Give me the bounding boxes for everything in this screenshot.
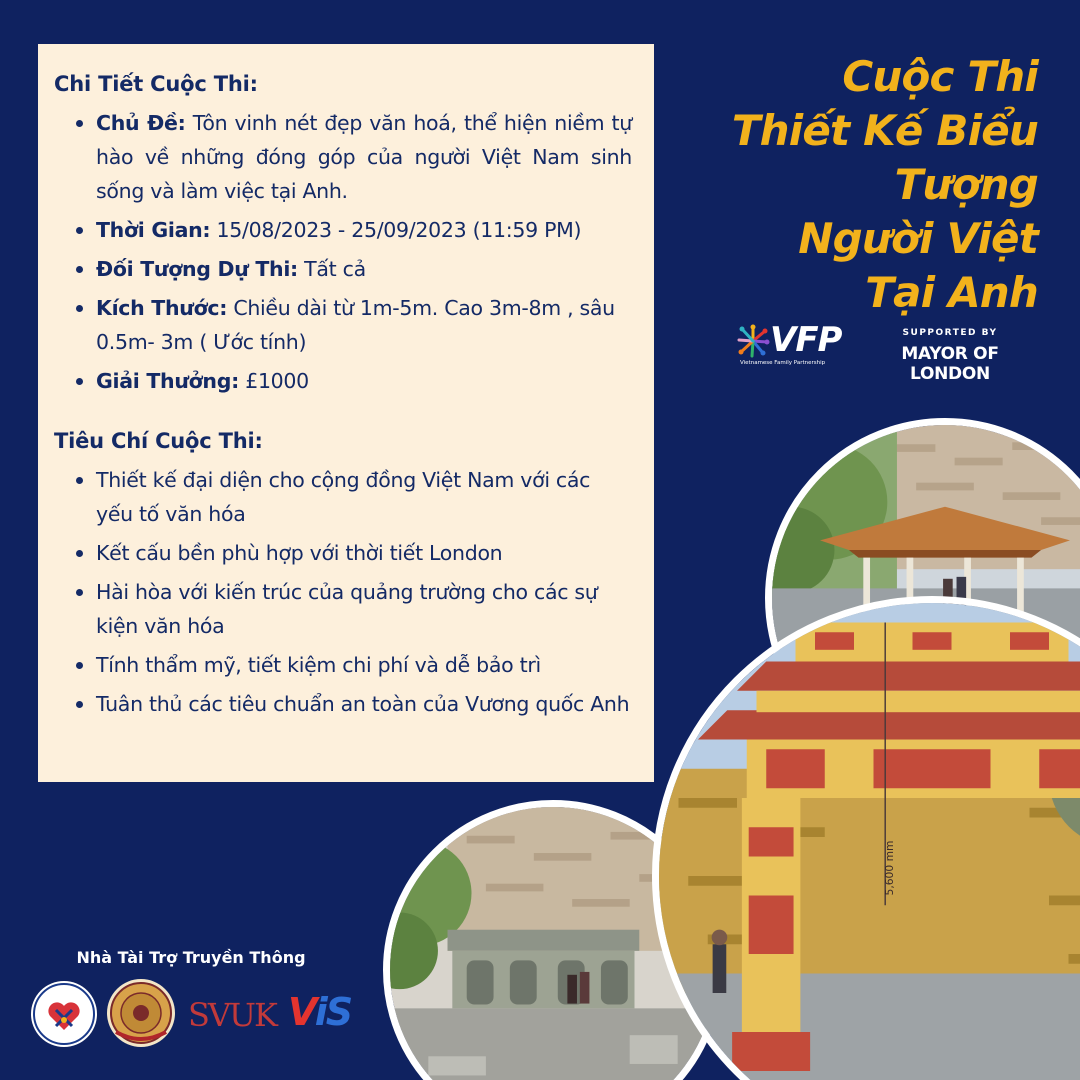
vfp-logo bbox=[736, 322, 846, 370]
supported-by-label: SUPPORTED BY bbox=[902, 328, 998, 338]
detail-theme bbox=[96, 106, 632, 208]
contest-title bbox=[678, 50, 1038, 320]
criteria-text: Hài hòa với kiến trúc của quảng trường cho các sự kiện văn hóa bbox=[96, 580, 598, 638]
detail-text: Chiều dài từ 1m-5m. Cao 3m-8m , sâu 0.5m- 3m ( Ước tính) bbox=[96, 296, 615, 354]
details-list bbox=[54, 106, 632, 398]
bullet-icon bbox=[76, 266, 83, 273]
detail-time bbox=[96, 213, 632, 247]
photo-vietnamese-gate bbox=[652, 596, 1080, 1080]
bullet-icon bbox=[76, 589, 83, 596]
bullet-icon bbox=[76, 120, 83, 127]
criteria-text: Kết cấu bền phù hợp với thời tiết London bbox=[96, 541, 503, 565]
title-line: Người Việt bbox=[798, 214, 1038, 263]
bullet-icon bbox=[76, 662, 83, 669]
criteria-item bbox=[96, 648, 632, 682]
bullet-icon bbox=[76, 550, 83, 557]
criteria-heading: Tiêu Chí Cuộc Thi: bbox=[54, 429, 263, 453]
vfp-wordmark: VFP bbox=[770, 320, 842, 360]
criteria-item bbox=[96, 575, 632, 643]
detail-label: Kích Thước: bbox=[96, 296, 228, 320]
bullet-icon bbox=[76, 477, 83, 484]
detail-label: Thời Gian: bbox=[96, 218, 211, 242]
detail-text: Tất cả bbox=[297, 257, 366, 281]
vis-logo bbox=[288, 990, 351, 1034]
vis-logo-v: V bbox=[288, 990, 315, 1034]
dimension-label: 5,600 mm bbox=[883, 840, 896, 896]
title-line: Tại Anh bbox=[865, 268, 1038, 317]
criteria-text: Thiết kế đại diện cho cộng đồng Việt Nam với các yếu tố văn hóa bbox=[96, 468, 591, 526]
svuk-logo: SVUK bbox=[188, 996, 276, 1034]
criteria-list bbox=[54, 463, 632, 721]
detail-label: Chủ Đề: bbox=[96, 111, 186, 135]
criteria-text: Tính thẩm mỹ, tiết kiệm chi phí và dễ bảo trì bbox=[96, 653, 541, 677]
bullet-icon bbox=[76, 701, 83, 708]
detail-size bbox=[96, 291, 632, 359]
seal-logo bbox=[106, 978, 176, 1048]
detail-label: Đối Tượng Dự Thi: bbox=[96, 257, 298, 281]
title-line: Thiết Kế Biểu bbox=[731, 106, 1038, 155]
bullet-icon bbox=[76, 305, 83, 312]
detail-label: Giải Thưởng: bbox=[96, 369, 239, 393]
vbuk-emblem-icon bbox=[30, 980, 98, 1048]
criteria-text: Tuân thủ các tiêu chuẩn an toàn của Vương quốc Anh bbox=[96, 692, 630, 716]
gate-illustration bbox=[659, 603, 1080, 1080]
bullet-icon bbox=[76, 378, 83, 385]
mayor-of-london-logo bbox=[860, 328, 1040, 384]
details-card bbox=[38, 44, 654, 782]
vfp-burst-icon bbox=[736, 324, 770, 358]
vbuk-logo bbox=[30, 980, 98, 1048]
detail-text: 15/08/2023 - 25/09/2023 (11:59 PM) bbox=[210, 218, 582, 242]
criteria-item bbox=[96, 536, 632, 570]
detail-prize bbox=[96, 364, 632, 398]
details-heading: Chi Tiết Cuộc Thi: bbox=[54, 72, 258, 96]
detail-eligibility bbox=[96, 252, 632, 286]
title-line: Tượng bbox=[894, 160, 1038, 209]
mayor-of-london-text: MAYOR OF LONDON bbox=[901, 344, 999, 384]
detail-text: £1000 bbox=[238, 369, 309, 393]
criteria-item bbox=[96, 463, 632, 531]
vfp-subtitle: Vietnamese Family Partnership bbox=[740, 360, 826, 366]
title-line: Cuộc Thi bbox=[842, 52, 1038, 101]
vis-logo-is: iS bbox=[314, 990, 352, 1034]
detail-text: Tôn vinh nét đẹp văn hoá, thể hiện niềm tự hào về những đóng góp của người Việt Nam sinh sống và làm việc tại Anh. bbox=[96, 111, 632, 203]
seal-emblem-icon bbox=[106, 978, 176, 1048]
criteria-item bbox=[96, 687, 632, 721]
bullet-icon bbox=[76, 227, 83, 234]
media-sponsors-heading: Nhà Tài Trợ Truyền Thông bbox=[76, 948, 306, 967]
